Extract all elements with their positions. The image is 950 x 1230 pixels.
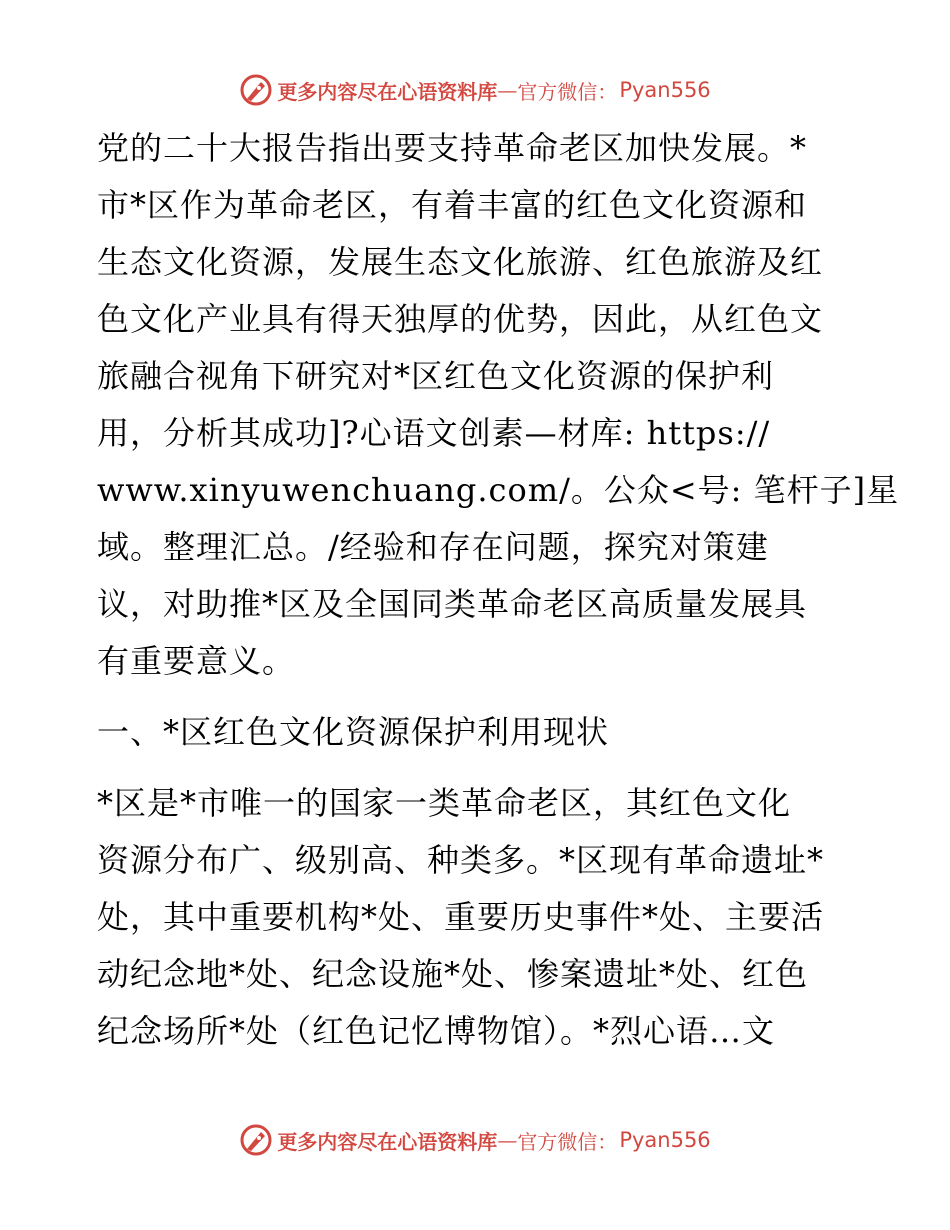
text-line: 色文化产业具有得天独厚的优势，因此，从红色文 xyxy=(97,300,824,338)
text-line: 党的二十大报告指出要支持革命老区加快发展。* xyxy=(97,129,808,167)
banner-separator: — xyxy=(497,1128,518,1152)
text-line: 有重要意义。 xyxy=(97,642,296,680)
paragraph-spacer xyxy=(97,690,857,704)
footer-watermark-banner xyxy=(0,1120,950,1160)
banner-wechat-label: 官方微信： xyxy=(517,1129,618,1154)
text-line: *区是*市唯一的国家一类革命老区，其红色文化 xyxy=(97,784,792,822)
pen-nib-logo-icon xyxy=(239,73,273,107)
text-line: 资源分布广、级别高、种类多。*区现有革命遗址* xyxy=(97,841,825,879)
text-line: 议，对助推*区及全国同类革命老区高质量发展具 xyxy=(97,585,808,623)
text-line: 市*区作为革命老区，有着丰富的红色文化资源和 xyxy=(97,186,808,224)
banner-main-text: 更多内容尽在心语资料库 xyxy=(277,1129,498,1154)
document-body xyxy=(97,120,900,1060)
banner-main-text: 更多内容尽在心语资料库 xyxy=(277,79,498,104)
text-line: 生态文化资源，发展生态文化旅游、红色旅游及红 xyxy=(97,243,824,281)
paragraph-spacer xyxy=(97,761,857,775)
banner-wechat-id: Pyan556 xyxy=(619,78,711,102)
banner-wechat-label: 官方微信： xyxy=(517,79,618,104)
text-line: www.xinyuwenchuang.com/。公众<号: 笔杆子]星 xyxy=(97,471,900,509)
text-line: 处，其中重要机构*处、重要历史事件*处、主要活 xyxy=(97,898,825,936)
header-watermark-banner xyxy=(0,70,950,110)
section-heading: 一、*区红色文化资源保护利用现状 xyxy=(97,713,610,751)
text-line: 动纪念地*处、纪念设施*处、惨案遗址*处、红色 xyxy=(97,955,809,993)
paragraph-intro xyxy=(97,120,900,690)
text-line: 旅融合视角下研究对*区红色文化资源的保护利 xyxy=(97,357,775,395)
text-line: 纪念场所*处（红色记忆博物馆）。*烈心语…文 xyxy=(97,1012,776,1050)
paragraph-status xyxy=(97,775,857,1060)
pen-nib-logo-icon xyxy=(239,1123,273,1157)
banner-wechat-id: Pyan556 xyxy=(619,1128,711,1152)
text-line: 域。整理汇总。/经验和存在问题，探究对策建 xyxy=(97,528,769,566)
banner-separator: — xyxy=(497,78,518,102)
text-line: 用，分析其成功]?心语文创素—材库: https:// xyxy=(97,414,771,452)
